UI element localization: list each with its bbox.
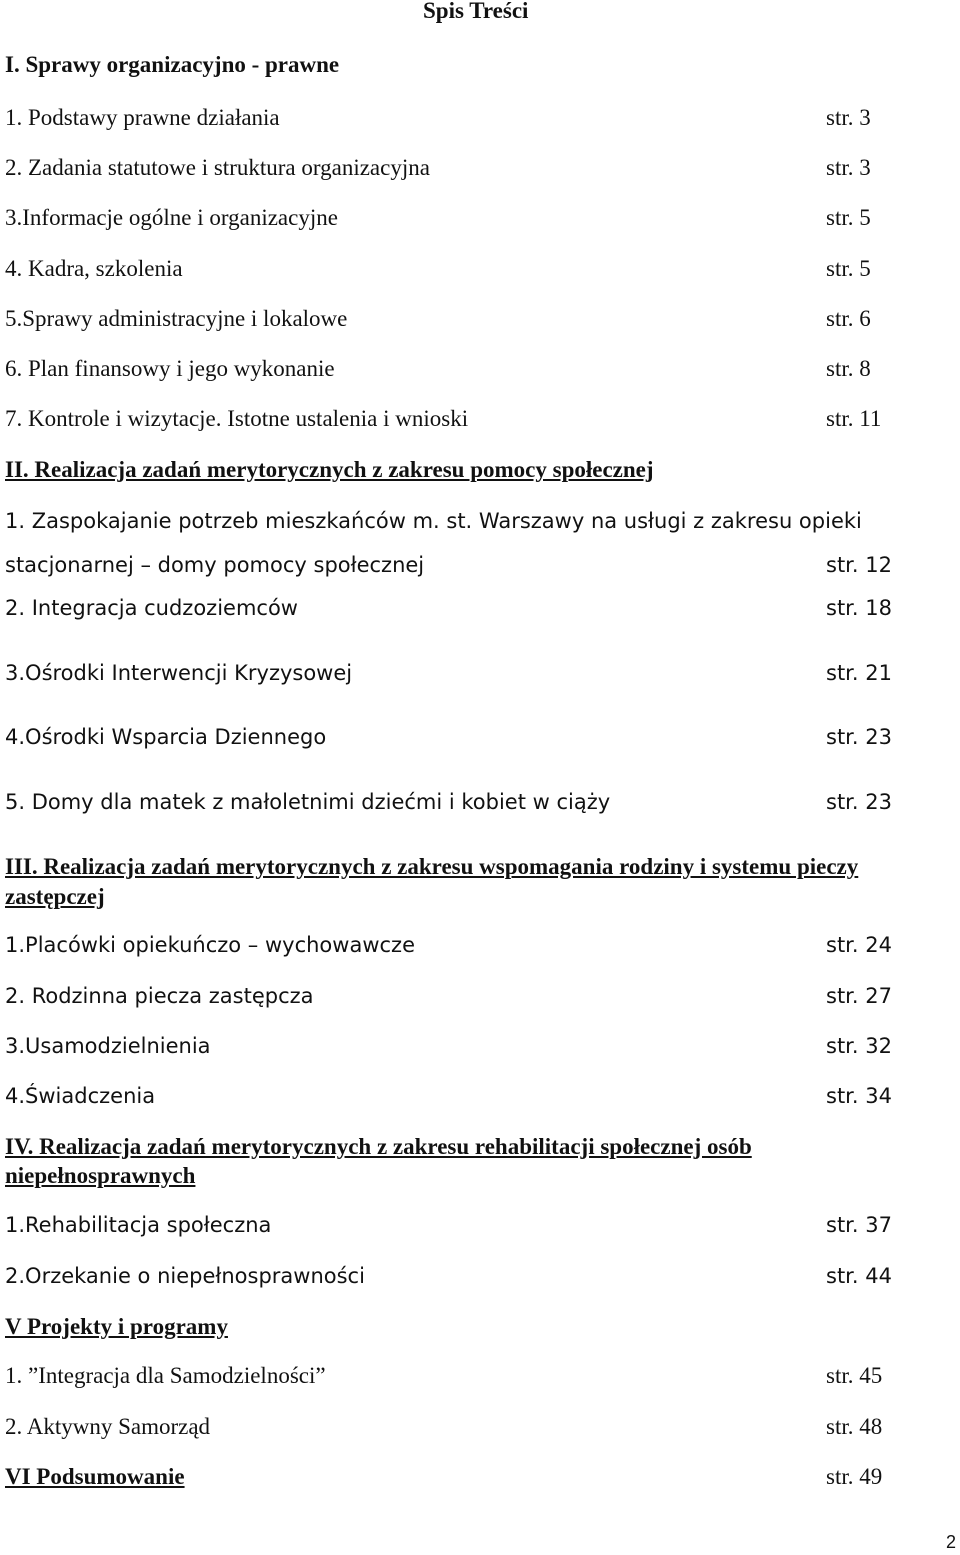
toc-entry-continuation: stacjonarnej – domy pomocy społecznej [5,553,425,577]
toc-entry: 2. Aktywny Samorząd [5,1414,211,1439]
toc-page: str. 45 [826,1363,883,1388]
toc-entry: 2. Rodzinna piecza zastępcza [5,984,314,1008]
toc-page: str. 32 [826,1034,892,1058]
toc-page: str. 34 [826,1084,892,1108]
toc-entry: 1. Podstawy prawne działania [5,105,280,130]
toc-page: str. 5 [826,205,871,230]
toc-page: str. 27 [826,984,892,1008]
section-2-heading: II. Realizacja zadań merytorycznych z zakresu pomocy społecznej [5,457,654,482]
toc-entry: 1.Placówki opiekuńczo – wychowawcze [5,933,415,957]
toc-page: str. 44 [826,1264,892,1288]
section-1-heading: I. Sprawy organizacyjno - prawne [5,52,340,77]
toc-page: str. 18 [826,596,892,620]
toc-entry: 7. Kontrole i wizytacje. Istotne ustalenia i wnioski [5,406,469,431]
toc-page: str. 6 [826,306,871,331]
toc-entry: 4.Ośrodki Wsparcia Dziennego [5,725,327,749]
toc-page: str. 12 [826,553,892,577]
toc-page: str. 3 [826,105,871,130]
section-5-heading: V Projekty i programy [5,1314,228,1339]
toc-page: str. 48 [826,1414,883,1439]
toc-entry: 1. Zaspokajanie potrzeb mieszkańców m. st. Warszawy na usługi z zakresu opieki [5,509,862,533]
section-4-heading: IV. Realizacja zadań merytorycznych z zakresu rehabilitacji społecznej osób [5,1134,752,1159]
toc-entry: 5. Domy dla matek z małoletnimi dziećmi i kobiet w ciąży [5,790,611,814]
toc-entry: 2. Zadania statutowe i struktura organizacyjna [5,155,430,180]
toc-entry: 3.Informacje ogólne i organizacyjne [5,205,338,230]
page-title: Spis Treści [423,0,529,23]
toc-entry: 6. Plan finansowy i jego wykonanie [5,356,335,381]
toc-page: str. 3 [826,155,871,180]
toc-entry: 3.Usamodzielnienia [5,1034,211,1058]
toc-entry: 2. Integracja cudzoziemców [5,596,298,620]
toc-entry: 4.Świadczenia [5,1084,156,1108]
toc-entry: 3.Ośrodki Interwencji Kryzysowej [5,661,353,685]
toc-entry: 4. Kadra, szkolenia [5,256,183,281]
toc-entry: 5.Sprawy administracyjne i lokalowe [5,306,348,331]
toc-page: str. 23 [826,725,892,749]
section-6-heading: VI Podsumowanie [5,1464,185,1489]
toc-page: str. 24 [826,933,892,957]
toc-entry: 2.Orzekanie o niepełnosprawności [5,1264,365,1288]
toc-entry: 1. ”Integracja dla Samodzielności” [5,1363,326,1388]
toc-entry: 1.Rehabilitacja społeczna [5,1213,272,1237]
toc-page: str. 23 [826,790,892,814]
toc-page: str. 11 [826,406,882,431]
section-3-heading: III. Realizacja zadań merytorycznych z zakresu wspomagania rodziny i systemu pieczy [5,854,859,879]
page-number: 2 [946,1532,957,1552]
section-3-heading-continuation: zastępczej [5,884,105,909]
toc-page: str. 49 [826,1464,883,1489]
section-4-heading-continuation: niepełnosprawnych [5,1163,196,1188]
toc-page: str. 21 [826,661,892,685]
toc-page: str. 8 [826,356,871,381]
toc-page: str. 37 [826,1213,892,1237]
toc-page: str. 5 [826,256,871,281]
